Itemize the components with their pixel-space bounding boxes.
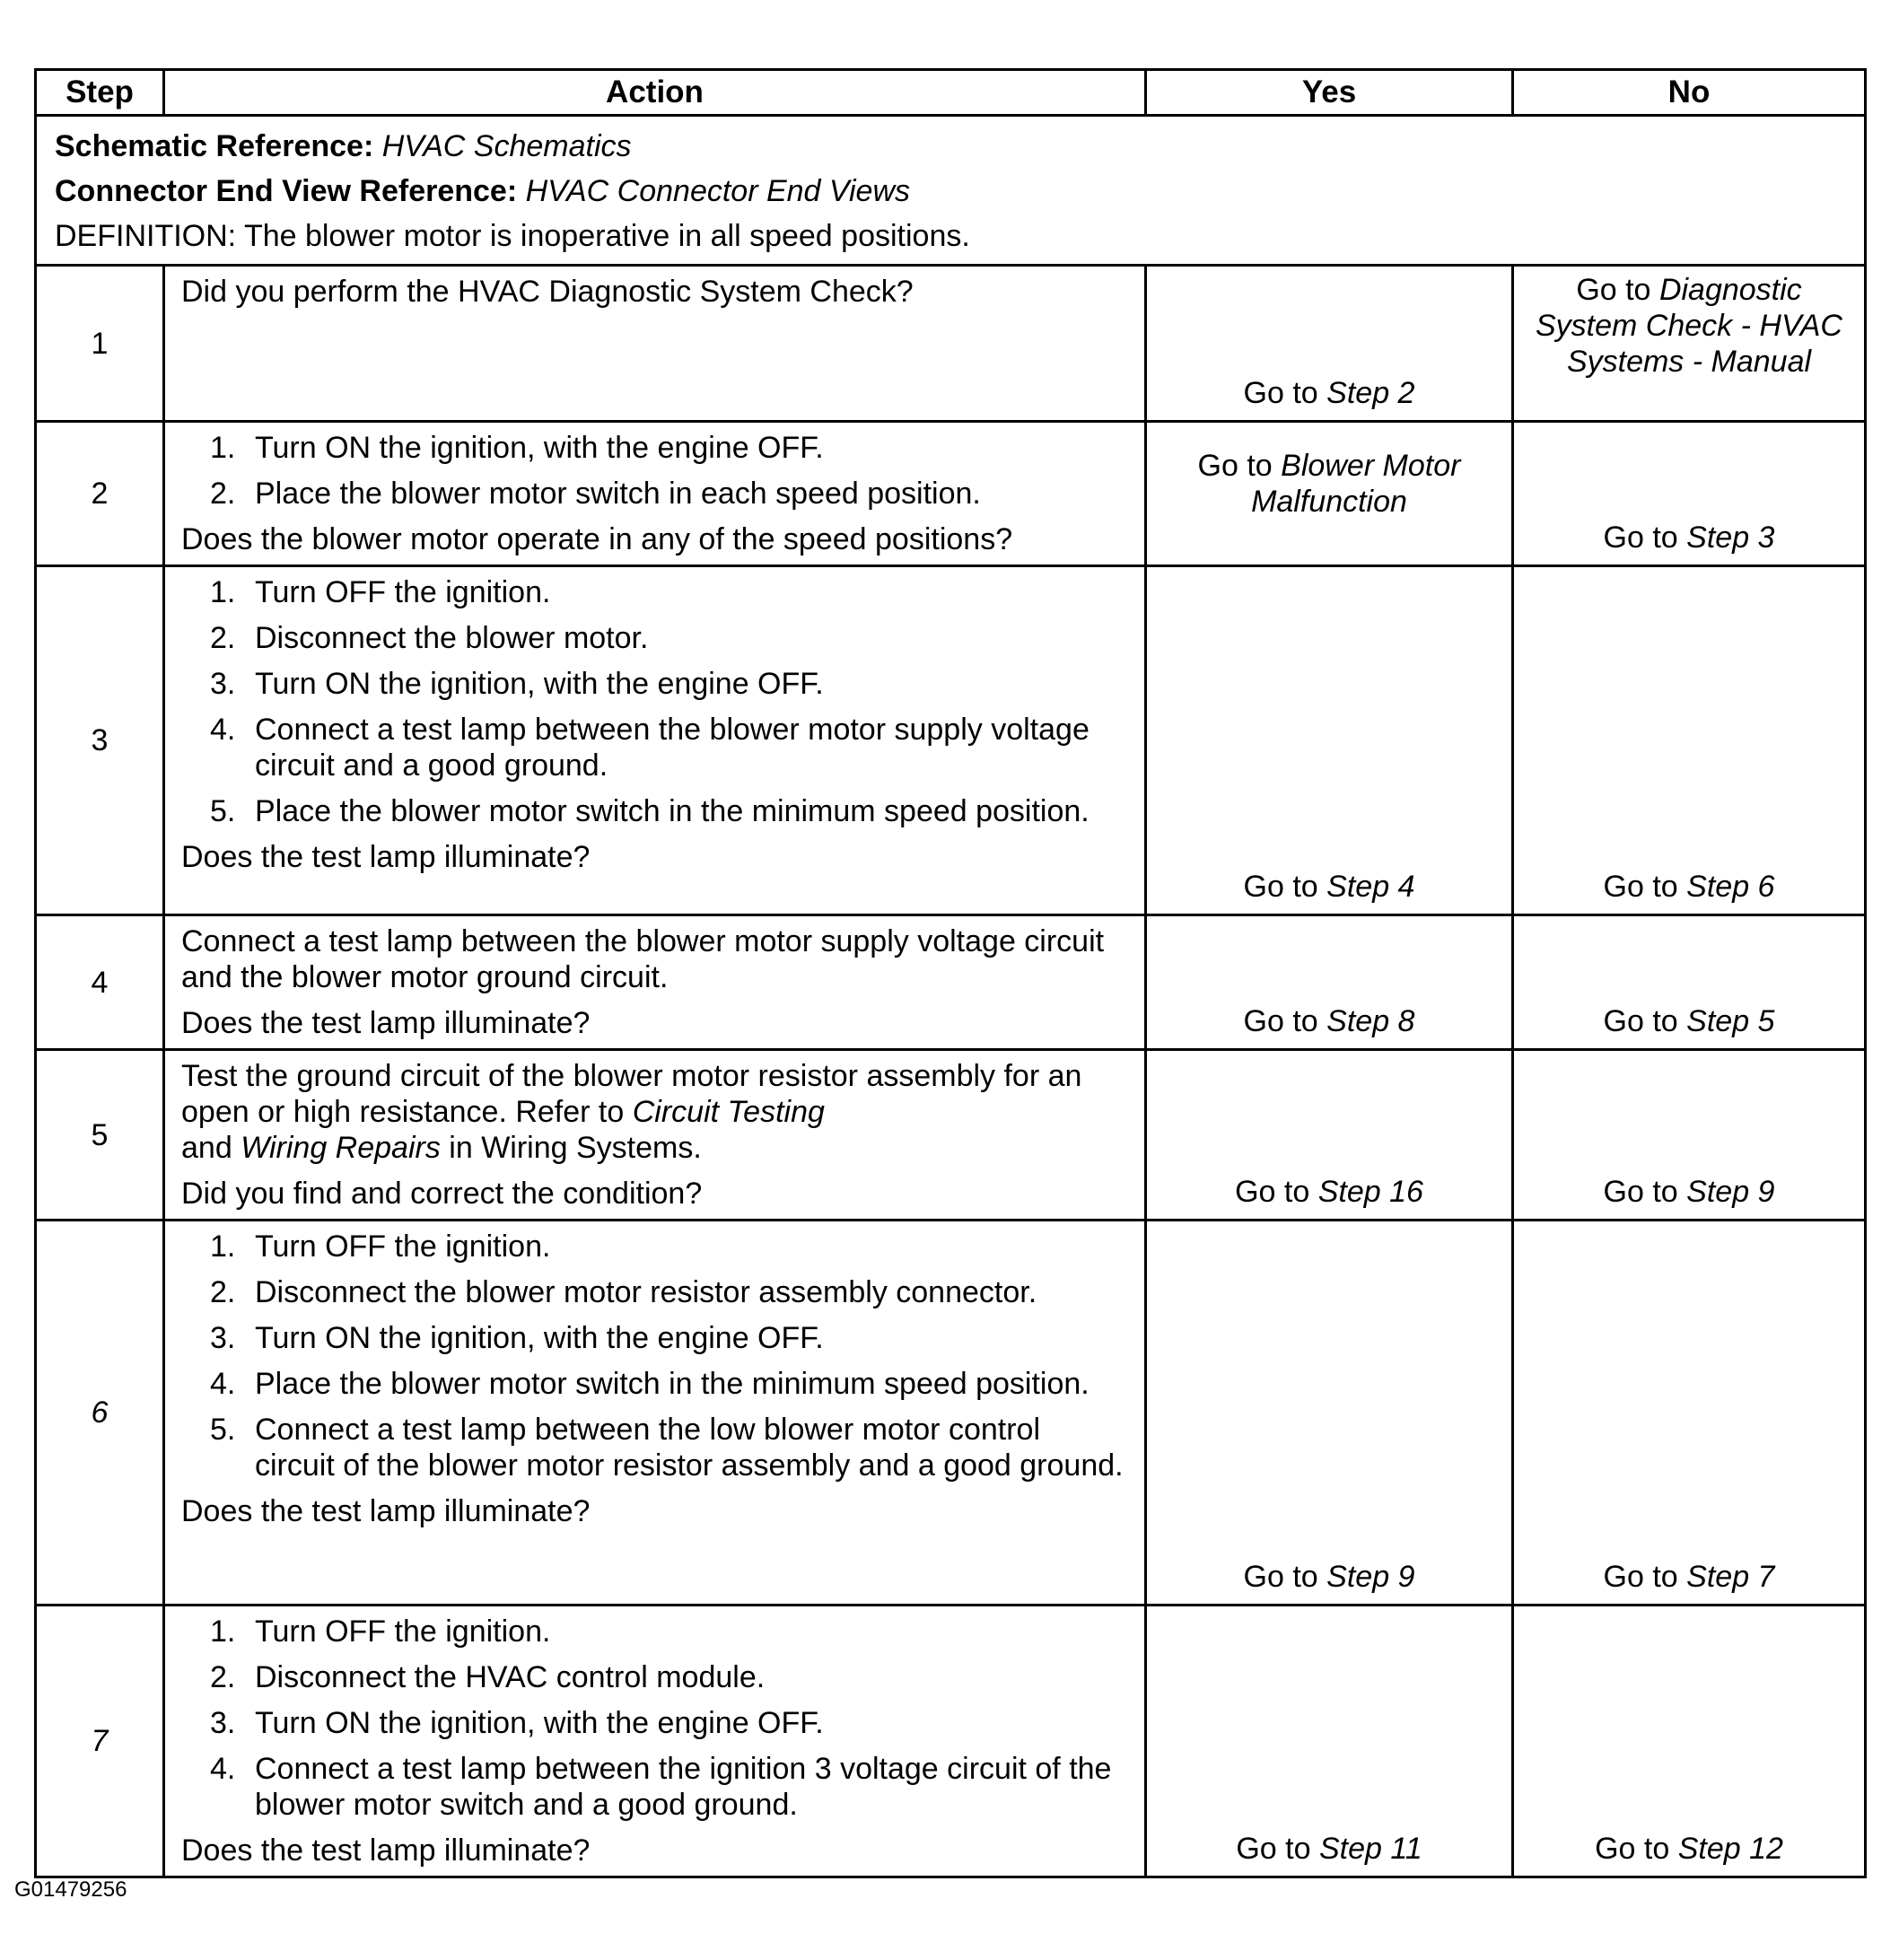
step-number: 4 <box>36 915 164 1050</box>
yes-cell <box>1146 1606 1513 1877</box>
step-number: 1 <box>36 266 164 422</box>
yes-cell <box>1146 422 1513 566</box>
list-item: 1. Turn OFF the ignition. <box>210 1614 551 1649</box>
action-question: Did you find and correct the condition? <box>181 1177 703 1211</box>
action-question: Does the blower motor operate in any of the speed positions? <box>181 522 1013 556</box>
step-row <box>36 1221 1866 1606</box>
no-cell <box>1513 422 1866 566</box>
definition-text: DEFINITION: The blower motor is inoperative in all speed positions. <box>55 219 970 253</box>
schematic-reference-link[interactable]: HVAC Schematics <box>381 129 632 163</box>
diagnostic-table <box>34 68 1867 1878</box>
no-cell <box>1513 566 1866 915</box>
no-prefix: Go to <box>1603 521 1678 555</box>
no-prefix: Go to <box>1595 1832 1670 1866</box>
step-action <box>164 1050 1146 1221</box>
step-number: 3 <box>36 566 164 915</box>
list-item: 3. Turn ON the ignition, with the engine OFF. <box>210 1706 824 1740</box>
yes-link[interactable]: Blower Motor Malfunction <box>1251 449 1461 519</box>
action-question: Does the test lamp illuminate? <box>181 840 591 874</box>
step-action <box>164 1606 1146 1877</box>
no-cell <box>1513 1050 1866 1221</box>
circuit-testing-link[interactable]: Circuit Testing <box>632 1095 825 1129</box>
yes-link[interactable]: Step 9 <box>1326 1560 1415 1594</box>
connector-reference-link[interactable]: HVAC Connector End Views <box>525 174 910 208</box>
step-row <box>36 566 1866 915</box>
yes-prefix: Go to <box>1235 1175 1310 1209</box>
action-list <box>181 1614 1128 1823</box>
yes-prefix: Go to <box>1243 376 1318 410</box>
list-item: 3. Turn ON the ignition, with the engine OFF. <box>210 667 824 701</box>
list-item: 2. Disconnect the blower motor resistor assembly connector. <box>210 1275 1037 1309</box>
no-link[interactable]: Step 3 <box>1686 521 1775 555</box>
yes-cell <box>1146 1050 1513 1221</box>
yes-link[interactable]: Step 11 <box>1318 1832 1422 1866</box>
yes-prefix: Go to <box>1243 1560 1318 1594</box>
action-list <box>181 430 1128 512</box>
no-link[interactable]: Step 7 <box>1686 1560 1775 1594</box>
header-no: No <box>1513 70 1866 116</box>
figure-id: G01479256 <box>14 1877 127 1902</box>
list-item: 5. Connect a test lamp between the low blower motor control circuit of the blower motor resistor assembly and a good ground. <box>210 1413 1124 1483</box>
action-text: Connect a test lamp between the blower motor supply voltage circuit and the blower motor ground circuit. <box>181 924 1105 994</box>
no-cell <box>1513 915 1866 1050</box>
step-number: 5 <box>36 1050 164 1221</box>
schematic-reference-label: Schematic Reference: <box>55 129 374 163</box>
list-item: 4. Place the blower motor switch in the minimum speed position. <box>210 1367 1090 1401</box>
yes-link[interactable]: Step 4 <box>1326 870 1415 904</box>
action-question: Does the test lamp illuminate? <box>181 1006 591 1040</box>
reference-row <box>36 116 1866 266</box>
list-item: 4. Connect a test lamp between the blower motor supply voltage circuit and a good ground. <box>210 713 1090 783</box>
list-item: 2. Place the blower motor switch in each speed position. <box>210 477 981 511</box>
step-row <box>36 1050 1866 1221</box>
yes-cell <box>1146 1221 1513 1606</box>
yes-prefix: Go to <box>1243 870 1318 904</box>
yes-link[interactable]: Step 8 <box>1326 1004 1415 1038</box>
list-item: 2. Disconnect the blower motor. <box>210 621 649 655</box>
no-cell <box>1513 1221 1866 1606</box>
no-link[interactable]: Step 12 <box>1677 1832 1783 1866</box>
yes-cell <box>1146 566 1513 915</box>
no-cell <box>1513 1606 1866 1877</box>
list-item: 1. Turn OFF the ignition. <box>210 1229 551 1264</box>
no-prefix: Go to <box>1603 870 1678 904</box>
yes-cell <box>1146 915 1513 1050</box>
step-action <box>164 422 1146 566</box>
list-item: 2. Disconnect the HVAC control module. <box>210 1660 766 1694</box>
step-row <box>36 266 1866 422</box>
header-action: Action <box>164 70 1146 116</box>
no-prefix: Go to <box>1576 273 1651 307</box>
step-number: 7 <box>36 1606 164 1877</box>
step-action <box>164 266 1146 422</box>
no-prefix: Go to <box>1603 1004 1678 1038</box>
wiring-repairs-link[interactable]: Wiring Repairs <box>241 1131 441 1165</box>
step-number: 2 <box>36 422 164 566</box>
action-text: Did you perform the HVAC Diagnostic System Check? <box>181 275 914 309</box>
step-row <box>36 422 1866 566</box>
schematic-reference <box>55 124 1846 169</box>
no-link[interactable]: Diagnostic System Check - HVAC Systems - Manual <box>1536 273 1842 379</box>
action-question: Does the test lamp illuminate? <box>181 1833 591 1868</box>
step-number: 6 <box>36 1221 164 1606</box>
action-list <box>181 574 1128 829</box>
header-yes: Yes <box>1146 70 1513 116</box>
no-prefix: Go to <box>1603 1560 1678 1594</box>
step-row <box>36 915 1866 1050</box>
yes-prefix: Go to <box>1197 449 1273 483</box>
action-list <box>181 1229 1128 1483</box>
connector-reference-label: Connector End View Reference: <box>55 174 518 208</box>
step-action <box>164 915 1146 1050</box>
action-question: Does the test lamp illuminate? <box>181 1494 591 1528</box>
list-item: 5. Place the blower motor switch in the minimum speed position. <box>210 794 1090 828</box>
action-text: Test the ground circuit of the blower motor resistor assembly for an open or high resistance. Refer to Circuit Testing and Wiring Repairs in Wiring Systems. <box>181 1059 1082 1165</box>
reference-cell <box>36 116 1866 266</box>
list-item: 3. Turn ON the ignition, with the engine OFF. <box>210 1321 824 1355</box>
yes-prefix: Go to <box>1243 1004 1318 1038</box>
no-cell <box>1513 266 1866 422</box>
list-item: 4. Connect a test lamp between the ignition 3 voltage circuit of the blower motor switch and a good ground. <box>210 1752 1112 1822</box>
yes-link[interactable]: Step 16 <box>1317 1175 1423 1209</box>
connector-reference <box>55 169 1846 214</box>
step-action <box>164 1221 1146 1606</box>
yes-prefix: Go to <box>1236 1832 1311 1866</box>
no-link[interactable]: Step 6 <box>1686 870 1775 904</box>
no-prefix: Go to <box>1603 1175 1678 1209</box>
step-action <box>164 566 1146 915</box>
yes-cell <box>1146 266 1513 422</box>
list-item: 1. Turn OFF the ignition. <box>210 575 551 609</box>
step-row <box>36 1606 1866 1877</box>
yes-link[interactable]: Step 2 <box>1326 376 1415 410</box>
header-row <box>36 70 1866 116</box>
no-link[interactable]: Step 5 <box>1686 1004 1775 1038</box>
no-link[interactable]: Step 9 <box>1686 1175 1775 1209</box>
list-item: 1. Turn ON the ignition, with the engine OFF. <box>210 431 824 465</box>
header-step: Step <box>36 70 164 116</box>
